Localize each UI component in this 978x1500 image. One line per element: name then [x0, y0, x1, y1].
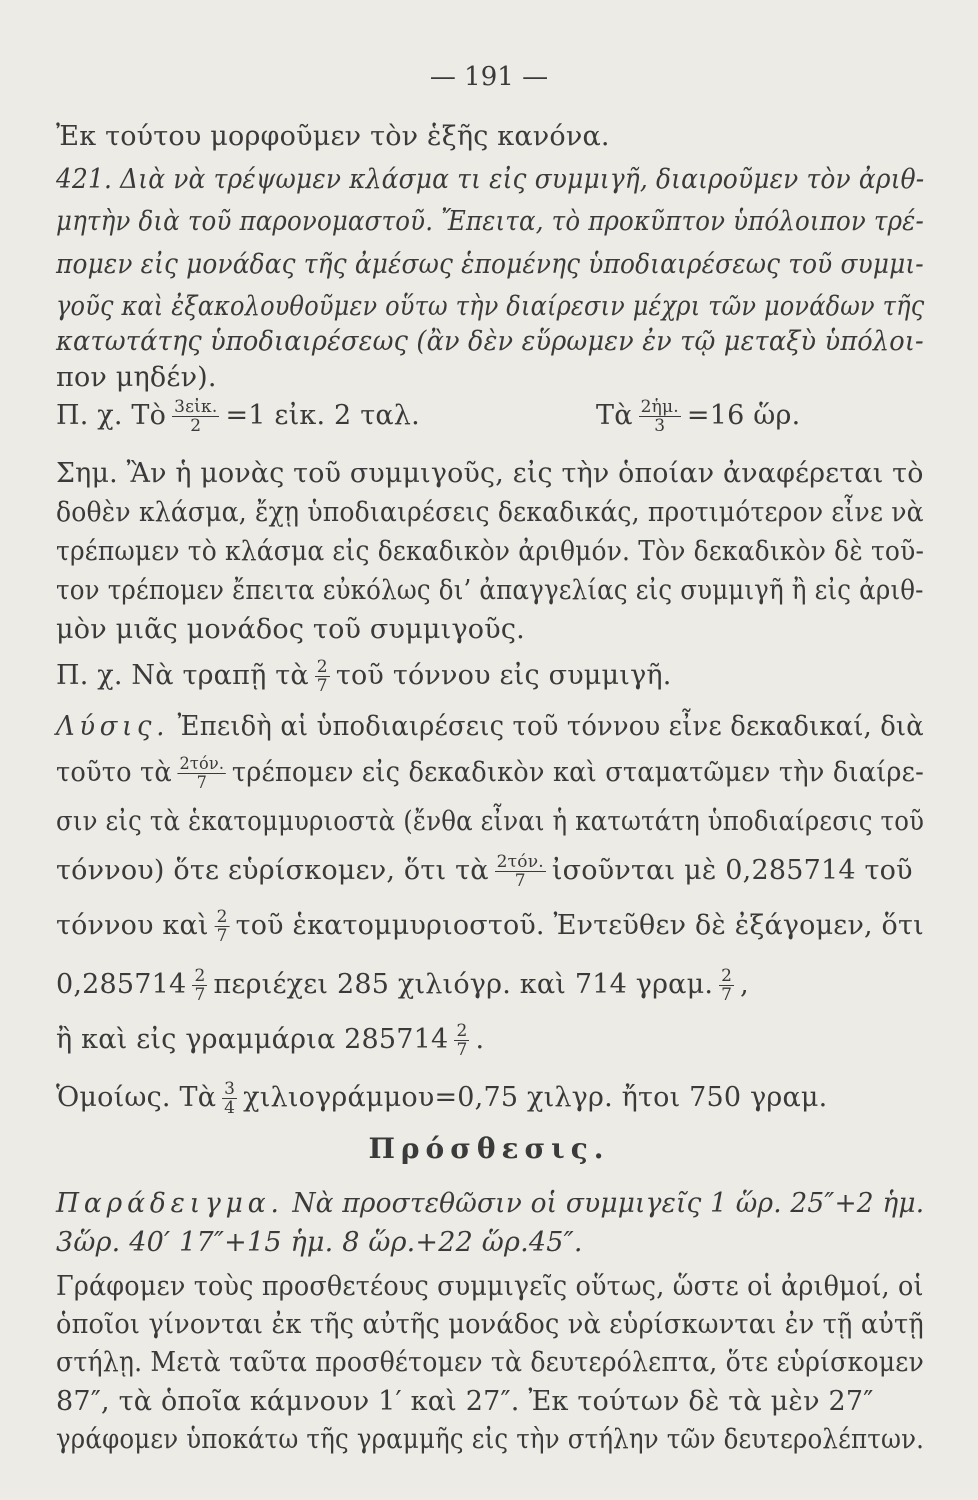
text-line: γράφομεν ὑποκάτω τῆς γραμμῆς εἰς τὴν στήλην τῶν δευτερολέπτων. — [56, 1424, 925, 1455]
solution-text: τρέπομεν εἰς δεκαδικὸν καὶ σταματῶμεν τὴν διαίρε- — [231, 757, 924, 788]
example-line — [56, 658, 924, 695]
fraction-numerator: 2 — [194, 966, 206, 986]
example-text: τοῦ τόννου εἰς συμμιγῆ. — [335, 660, 672, 691]
solution-line — [56, 967, 924, 1004]
fraction-denominator: 2 — [190, 416, 202, 436]
solution-text: τοῦ ἑκατομμυριοστοῦ. Ἐντεῦθεν δὲ ἐξάγομεν, ὅτι — [235, 910, 924, 941]
fraction — [192, 967, 207, 1004]
solution-text: περιέχει 285 χιλιόγρ. καὶ 714 γραμ. — [213, 969, 714, 1000]
fraction-denominator: 7 — [721, 985, 733, 1005]
example-text: Νὰ προστεθῶσιν οἱ συμμιγεῖς 1 ὥρ. 25″+2 ἡμ. — [292, 1188, 925, 1219]
note-line: μὸν μιᾶς μονάδος τοῦ συμμιγοῦς. — [56, 614, 525, 645]
text-line: στήλῃ. Μετὰ ταῦτα προσθέτομεν τὰ δευτερόλεπτα, ὅτε εὑρίσκομεν — [56, 1347, 924, 1378]
fraction-numerator: 2 — [216, 907, 228, 927]
fraction — [454, 1022, 469, 1059]
fraction-numerator: 2 — [456, 1021, 468, 1041]
rule-line: κατωτάτης ὑποδιαιρέσεως (ἂν δὲν εὕρωμεν ἐν τῷ μεταξὺ ὑπόλοι- — [56, 326, 924, 357]
example-label: Π. χ. Τὸ — [56, 400, 167, 431]
fraction-numerator: 2ἡμ. — [640, 397, 679, 417]
solution-text: Ὁμοίως. Τὰ — [56, 1082, 217, 1113]
solution-text: 0,285714 — [56, 969, 187, 1000]
solution-line — [56, 710, 924, 744]
solution-label: Λύσις. — [56, 711, 170, 742]
example-second — [596, 398, 800, 435]
solution-line — [56, 1022, 924, 1059]
fraction — [639, 398, 681, 435]
text-line: Ἐκ τούτου μορφοῦμεν τὸν ἑξῆς κανόνα. — [56, 121, 610, 152]
fraction-numerator: 2 — [316, 657, 328, 677]
fraction-numerator: 2τόν. — [496, 852, 544, 872]
solution-text: . — [475, 1024, 485, 1055]
example-line — [56, 1187, 925, 1221]
page-number: — 191 — — [429, 62, 549, 92]
solution-text: ἰσοῦνται μὲ 0,285714 τοῦ — [551, 855, 913, 886]
fraction-denominator: 4 — [224, 1098, 236, 1118]
solution-text: χιλιογράμμου=0,75 χιλγρ. ἤτοι 750 γραμ. — [243, 1082, 828, 1113]
fraction-numerator: 3 — [224, 1079, 236, 1099]
fraction — [222, 1080, 237, 1117]
rule-line: πομεν εἰς μονάδας τῆς ἀμέσως ἑπομένης ὑποδιαιρέσεως τοῦ συμμι- — [56, 249, 924, 280]
solution-text: ἢ καὶ εἰς γραμμάρια 285714 — [56, 1024, 449, 1055]
fraction-numerator: 3εἰκ. — [174, 397, 218, 417]
example-label: Παράδειγμα. — [56, 1188, 284, 1219]
fraction-numerator: 2τόν. — [179, 754, 225, 774]
fraction-denominator: 7 — [196, 773, 208, 793]
fraction — [215, 908, 230, 945]
example-line: 3ὥρ. 40′ 17″+15 ἡμ. 8 ὥρ.+22 ὥρ.45″. — [56, 1227, 583, 1258]
fraction-denominator: 7 — [194, 985, 206, 1005]
solution-line — [56, 1080, 924, 1117]
solution-line — [56, 754, 924, 793]
text-line: 87″, τὰ ὁποῖα κάμνουν 1′ καὶ 27″. Ἐκ τούτων δὲ τὰ μὲν 27″ — [56, 1386, 874, 1417]
solution-text: τόννου) ὅτε εὑρίσκομεν, ὅτι τὰ — [56, 855, 489, 886]
rule-line: πον μηδέν). — [56, 362, 217, 393]
fraction-denominator: 7 — [456, 1040, 468, 1060]
solution-line: σιν εἰς τὰ ἑκατομμυριοστὰ (ἔνθα εἶναι ἡ κατωτάτη ὑποδιαίρεσις τοῦ — [56, 806, 925, 837]
fraction-numerator: 2 — [721, 966, 733, 986]
example-text: Τὰ — [596, 400, 633, 431]
fraction-denominator: 3 — [654, 416, 666, 436]
fraction-denominator: 7 — [216, 926, 228, 946]
solution-line — [56, 853, 924, 890]
text-line: Γράφομεν τοὺς προσθετέους συμμιγεῖς οὕτως, ὥστε οἱ ἀριθμοί, οἱ — [56, 1271, 924, 1302]
example-line — [56, 398, 924, 435]
note-line: δοθὲν κλάσμα, ἔχῃ ὑποδιαιρέσεις δεκαδικάς, προτιμότερον εἶνε νὰ — [56, 497, 924, 528]
example-text: Π. χ. Νὰ τραπῇ τὰ — [56, 660, 309, 691]
rule-line: γοῦς καὶ ἐξακολουθοῦμεν οὕτω τὴν διαίρεσιν μέχρι τῶν μονάδων τῆς — [56, 291, 925, 322]
section-heading: Πρόσθεσις. — [368, 1132, 610, 1165]
rule-line: 421. Διὰ νὰ τρέψωμεν κλάσμα τι εἰς συμμιγῆ, διαιροῦμεν τὸν ἀριθ- — [56, 164, 925, 195]
fraction — [495, 853, 546, 890]
solution-text: τόννου καὶ — [56, 910, 209, 941]
note-line: τρέπωμεν τὸ κλάσμα εἰς δεκαδικὸν ἀριθμόν. Τὸν δεκαδικὸν δὲ τοῦ- — [56, 536, 925, 567]
example-text: =1 εἰκ. 2 ταλ. — [225, 400, 420, 431]
solution-text: τοῦτο τὰ — [56, 757, 172, 788]
fraction — [172, 398, 219, 435]
fraction — [719, 967, 734, 1004]
fraction-denominator: 7 — [316, 676, 328, 696]
example-text: =16 ὥρ. — [686, 400, 801, 431]
fraction — [315, 658, 330, 695]
fraction — [178, 755, 227, 792]
fraction-denominator: 7 — [514, 871, 526, 891]
rule-line: μητὴν διὰ τοῦ παρονομαστοῦ. Ἔπειτα, τὸ προκῦπτον ὑπόλοιπον τρέ- — [56, 206, 924, 237]
solution-text: Ἐπειδὴ αἱ ὑποδιαιρέσεις τοῦ τόννου εἶνε δεκαδικαί, διὰ — [177, 711, 924, 742]
solution-text: , — [740, 969, 749, 1000]
note-line: Σημ. Ἂν ἡ μονὰς τοῦ συμμιγοῦς, εἰς τὴν ὁποίαν ἀναφέρεται τὸ — [56, 458, 924, 489]
text-line: ὁποῖοι γίνονται ἐκ τῆς αὐτῆς μονάδος νὰ εὑρίσκωνται ἐν τῇ αὐτῇ — [56, 1309, 924, 1340]
solution-line — [56, 908, 922, 945]
note-line: τον τρέπομεν ἔπειτα εὐκόλως δι’ ἀπαγγελίας εἰς συμμιγῆ ἢ εἰς ἀριθ- — [56, 575, 924, 606]
